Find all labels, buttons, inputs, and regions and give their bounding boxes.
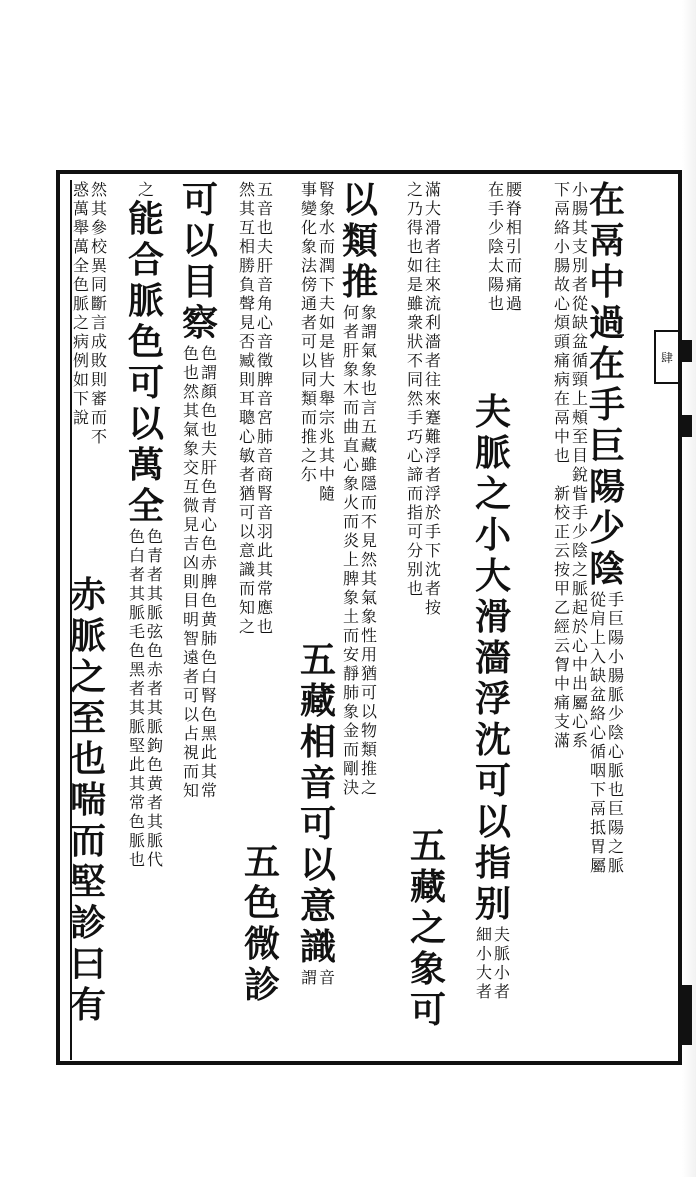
commentary-column bbox=[239, 180, 273, 636]
commentary-line-left: 事 變 化 象 法 傍 通 者 可 以 同 類 而 推 之 尓 bbox=[300, 180, 317, 484]
commentary-line-right: 滿 大 滑 者 往 來 流 利 濇 者 往 來 蹇 難 浮 者 浮 於 手 下 沈 者 按 bbox=[425, 180, 442, 617]
commentary-column bbox=[407, 180, 441, 617]
mixed-text-column bbox=[128, 180, 164, 869]
commentary-line-left: 然 其 互 相 勝 負 聲 見 否 臧 則 耳 聰 心 敏 者 猶 可 以 意 識 而 知 之 bbox=[238, 180, 255, 636]
commentary-line-right: 色 青 者 其 脈 弦 色 赤 者 其 脈 鉤 色 黄 者 其 脈 代 bbox=[146, 527, 164, 869]
commentary-line-right: 小 腸 其 支 別 者 從 缺 盆 循 頸 上 頰 至 目 銳 眥 手 少 陰 之 脈 起 於 心 中 出 屬 心 系 bbox=[572, 180, 589, 750]
commentary-segment bbox=[590, 590, 624, 875]
commentary-segment bbox=[129, 527, 163, 869]
commentary-line-right: 五 音 也 夫 肝 音 角 心 音 徵 脾 音 宮 肺 音 商 腎 音 羽 此 其 常 應 也 bbox=[257, 180, 274, 636]
commentary-line-right: 色 謂 顏 色 也 夫 肝 色 青 心 色 赤 脾 色 黄 肺 色 白 腎 色 黑 此 其 常 bbox=[200, 344, 218, 800]
commentary-line-left: 從 肩 上 入 缺 盆 絡 心 循 咽 下 鬲 抵 胃 屬 bbox=[589, 590, 606, 875]
commentary-line-left: 下 鬲 絡 小 腸 故 心 煩 頭 痛 病 在 鬲 中 也 新 校 正 云 按 甲 乙 經 云 胷 中 痛 支 滿 bbox=[553, 180, 570, 750]
commentary-segment bbox=[183, 344, 217, 800]
main-text-segment: 夫 脈 之 小 大 滑 濇 浮 沈 可 以 指 别 bbox=[474, 391, 512, 925]
commentary-column bbox=[73, 180, 107, 446]
main-text-segment: 五 藏 相 音 可 以 意 識 bbox=[299, 639, 337, 968]
commentary-line-left: 在 手 少 陰 太 陽 也 bbox=[487, 180, 504, 313]
commentary-line-right: 音 bbox=[318, 968, 336, 987]
commentary-segment bbox=[476, 925, 510, 1001]
mixed-text-column bbox=[342, 180, 378, 797]
book-page-edge bbox=[682, 0, 696, 1177]
commentary-line-right: 腎 象 水 而 潤 下 夫 如 是 皆 大 舉 宗 兆 其 中 隨 bbox=[319, 180, 336, 503]
commentary-line-left: 色 白 者 其 脈 毛 色 黑 者 其 脈 堅 此 其 常 色 脈 也 bbox=[128, 527, 145, 869]
commentary-line-right: 夫 脈 小 者 bbox=[493, 925, 511, 1001]
main-text-column: 赤 脈 之 至 也 喘 而 堅 診 曰 有 bbox=[69, 574, 107, 1026]
commentary-line-right: 腰 脊 相 引 而 痛 過 bbox=[506, 180, 523, 313]
mixed-text-column bbox=[182, 180, 218, 800]
main-text-segment: 以 類 推 bbox=[341, 179, 379, 303]
commentary-segment bbox=[343, 303, 377, 797]
main-text-segment: 在 鬲 中 過 在 手 巨 陽 少 陰 bbox=[588, 179, 626, 590]
mixed-text-column bbox=[300, 640, 336, 987]
commentary-segment bbox=[301, 968, 335, 987]
main-text-segment: 能 合 脈 色 可 以 萬 全 bbox=[127, 198, 165, 527]
main-text-segment: 可 以 目 察 bbox=[181, 179, 219, 344]
edge-mark bbox=[682, 340, 692, 362]
folio-mark: 肆 bbox=[654, 330, 680, 384]
mixed-text-column bbox=[475, 392, 511, 1001]
commentary-line-right: 象 謂 氣 象 也 言 五 藏 雖 隱 而 不 見 然 其 氣 象 性 用 猶 可 以 物 類 推 之 bbox=[360, 303, 378, 797]
main-text-column: 五 藏 之 象 可 bbox=[409, 825, 447, 1031]
edge-mark bbox=[682, 415, 692, 437]
main-text-column: 五 色 微 診 bbox=[243, 841, 281, 1006]
commentary-segment bbox=[138, 180, 154, 199]
commentary-line-left: 惑 萬 舉 萬 全 色 脈 之 病 例 如 下 說 bbox=[72, 180, 89, 427]
commentary-column bbox=[554, 180, 588, 750]
commentary-line-left: 謂 bbox=[300, 968, 317, 987]
commentary-line-left: 細 小 大 者 bbox=[475, 925, 492, 1001]
commentary-line-left: 色 也 然 其 氣 象 交 互 微 見 吉 凶 則 目 明 智 遠 者 可 以 占 視 而 知 bbox=[182, 344, 199, 800]
commentary-column bbox=[488, 180, 522, 313]
mixed-text-column bbox=[589, 180, 625, 875]
commentary-column bbox=[301, 180, 335, 503]
commentary-line-left: 之 乃 得 也 如 是 雖 衆 狀 不 同 然 手 巧 心 諦 而 指 可 分 别 也 bbox=[406, 180, 423, 598]
commentary-line-right: 手 巨 陽 小 腸 脈 少 陰 心 脈 也 巨 陽 之 脈 bbox=[607, 590, 625, 875]
commentary-line-right: 然 其 參 校 異 同 斷 言 成 敗 則 審 而 不 bbox=[91, 180, 108, 446]
commentary-line-left: 何 者 肝 象 木 而 曲 直 心 象 火 而 炎 上 脾 象 土 而 安 靜 肺 象 金 而 剛 決 bbox=[342, 303, 359, 797]
commentary-line-right: 之 bbox=[137, 180, 155, 199]
edge-mark bbox=[682, 985, 692, 1045]
